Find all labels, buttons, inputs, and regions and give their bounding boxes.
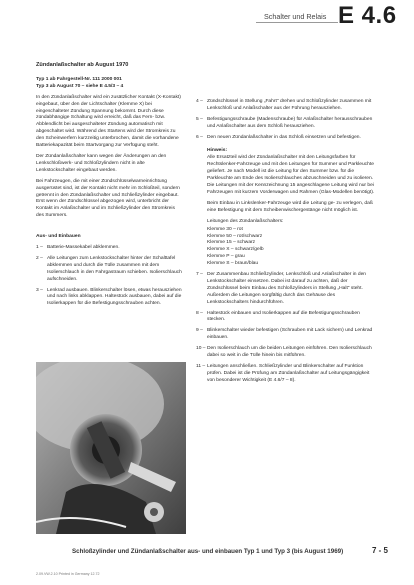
step-item: 6 – Den neuen Zündanlaßschalter in das Schloß einsetzen und befestigen. (196, 134, 361, 140)
wire-color-item: Klemme 50 – rot/schwarz (207, 233, 263, 239)
right-column (196, 99, 376, 389)
procedure-title: Aus- und Einbauen (36, 234, 81, 240)
step-item: 11 – Leitungen anschließen. Schließzylinder und Blinkerschalter auf Funktion prüfen. Dabei ist die Prüfung am Zündanlaßschalter auf Leitungsgängigkeit von besonderer Wichtigkeit (E 4.6/7 – 8). (196, 364, 370, 383)
wire-color-item: Klemme 30 – rot (207, 226, 243, 232)
step-item: 3 – Lenkrad ausbauen. Blinkerschalter lösen, etwas herausziehen und nach links abklappen. Haltestück ausbauen, dabei auf die Isolierkappen für die Befestigungsschrauben achten. (36, 287, 182, 307)
warning-device-paragraph: Bei Fahrzeugen, die mit einer Zündschlüsselwarneinrichtung ausgerüstet sind, ist der Kontakt nicht mehr im Schloßteil, sondern getrennt in den Zündanlaßschalter und Schließzylinder eingebaut. Erst wenn der Zündschlüssel abgezogen wird, unterbricht der Kontakt im Anlaßschalter und im Schließzylinder den Stromkreis des Summers. (36, 178, 180, 219)
step-item: 7 – Der Zusammenbau Schließzylinder, Lenkschloß und Anlaßschalter in den Lenkstockschalter einsetzen. Dabei ist darauf zu achten, daß der Zündschlüssel beim Einbau des Schloßzylinders in Stellung „Halt" steht. Außerdem die Leitungen sorgfältig durch das Gehäuse des Lenkstockschalters hindurchführen. (196, 272, 367, 305)
step-item: 8 – Haltestück einbauen und Isolierkappen auf die Befestigungsschrauben stecken. (196, 310, 360, 323)
header-rule (256, 22, 338, 23)
steps-right (196, 99, 376, 142)
steps-left (36, 245, 184, 308)
left-column (36, 62, 184, 312)
ignition-switch-photo (36, 362, 186, 534)
note-text: Alle Ersatzteil wird der Zündanlaßschalter mit den Leitungsfarben für Rechtslenker-Fahrzeuge und mit den Leitungen für Summer und Parkleuchte geliefert. Je nach Modell ist die Leitung für den Summer bzw. für die Parkleuchte am Ende des Isolierschlauches abzuschneiden und zu isolieren. Die Leitungen mit der Kennzeichnung 15 angeschlagene Leitung wird nur bei Fahrzeugen mit kurzem Vorderwagen und Rahmen (Glas-Modellen benötigt). (207, 155, 375, 195)
page-number: 7 - 5 (372, 546, 389, 555)
steps-right-2 (196, 272, 376, 385)
wire-color-list (196, 227, 376, 268)
step-item: 9 – Blinkerschalter wieder befestigen (Schrauben mit Lack sichern) und Lenkrad einbauen. (196, 328, 373, 341)
section-code: E 4.6 (338, 2, 397, 29)
print-line: 2.09.VW.2.10 Printed in Germany 12.72 (36, 572, 100, 576)
wire-color-item: Klemme 15 – schwarz (207, 240, 256, 246)
step-item: 5 – Befestigungsschraube (Madenschraube) für Anlaßschalter herausschrauben und Anlaßschalter aus dem Schloß herausziehen. (196, 116, 373, 129)
intro-paragraph: In den Zündanlaßschalter wird ein zusätzlicher Kontakt (X-Kontakt) eingebaut, über den der Lichtschalter (Klemme X) bei eingeschalteter Zündung Spannung bekommt. Durch diese zündabhängige Schaltung wird erreicht, daß das Fern- bzw. Abblendlicht bei ausgeschalteter Zündung automatisch mit abgeschaltet wird. Während des Startens wird der Stromkreis zu den Scheinwerfern kurzzeitig unterbrochen, damit die vorhandene Batteriekapazität beim Startvorgang zur Verfügung steht. (36, 94, 181, 149)
footer-title: Schloßzylinder und Zündanlaßschalter aus- und einbauen Typ 1 und Typ 3 (bis August 1969) (72, 548, 344, 555)
section-label: Schalter und Relais (264, 12, 327, 21)
installation-note: Beim Einbau in Linkslenker-Fahrzeuge wird die Leitung ge- zu verlegen, daß eine Befestigung mit dem Scheibenwischergestänge nicht möglich ist. (207, 200, 373, 213)
note-title: Hinweis: (207, 147, 228, 153)
wire-color-item: Klemme X – schwarz/gelb (207, 247, 264, 253)
step-item: 10 – Den Isolierschlauch um die beiden Leitungen einführen. Den Isolierschlauch dabei so weit in die Tülle hinein bis mitführen. (196, 346, 372, 359)
step-item: 1 – Batterie-Massekabel abklemmen. (36, 245, 120, 251)
wire-colors-title: Leitungen des Zündanlaßschalters: (207, 218, 284, 224)
typ3-line: Typ 3 ab August 70 – siehe E 4.5/3 – 4 (36, 83, 124, 89)
wire-color-item: Klemme S – braun/blau (207, 261, 259, 267)
step-item: 2 – Alle Leitungen zum Lenkstockschalter hinter der Schalttafel abklemmen und durch die Tülle zusammen mit dem Isolierschlauch in den Fahrgastraum schieben. Isolierschlauch aufschneiden. (36, 255, 182, 282)
page-title: Zündanlaßschalter ab August 1970 (36, 62, 129, 68)
change-paragraph: Der Zündanlaßschalter kann wegen der Änderungen an den Lenkschloßwerk- und Schloßzylindern nicht in alte Lenkstockschalter eingebaut werden. (36, 153, 167, 173)
wire-color-item: Klemme P – grau (207, 254, 245, 260)
step-item: 4 – Zündschlüssel in Stellung „Fahrt" drehen und Schloßzylinder zusammen mit Lenkschloß und Anlaßschalter aus der Führung herausziehen. (196, 99, 372, 111)
typ1-line: Typ 1 ab Fahrgestell-Nr. 111 2000 001 (36, 76, 122, 82)
